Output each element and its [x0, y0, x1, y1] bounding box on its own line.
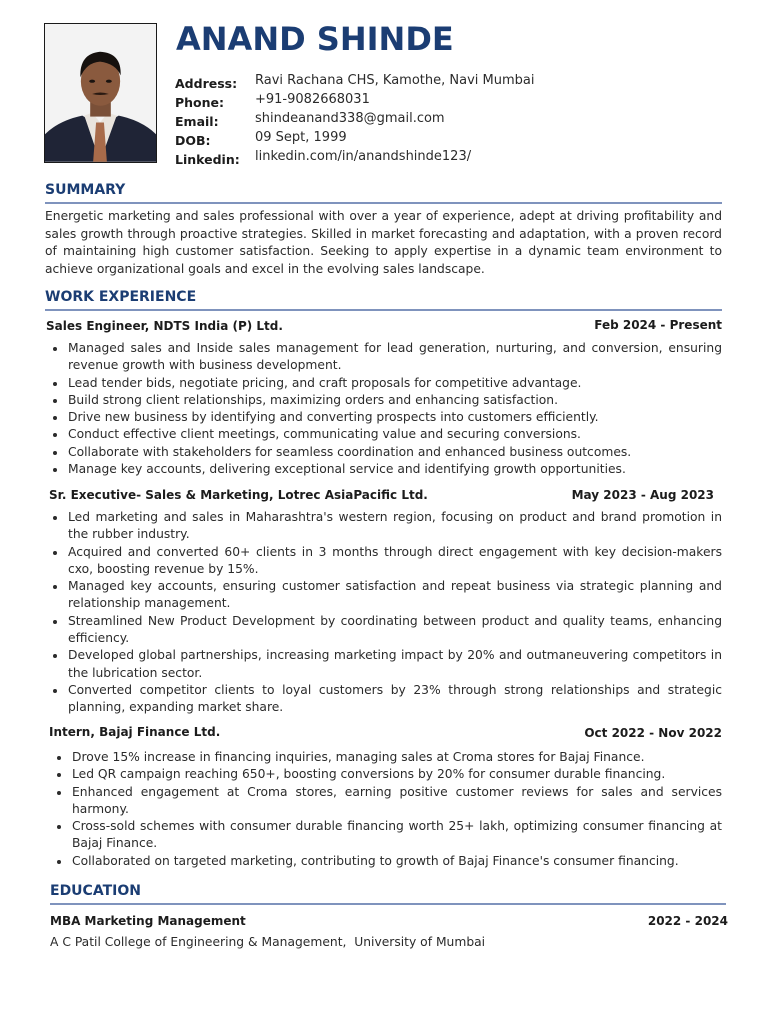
list-item: Led marketing and sales in Maharashtra's western region, focusing on product and brand promotion in the rubber industry.	[46, 509, 722, 544]
education-school: A C Patil College of Engineering & Management, University of Mumbai	[50, 935, 486, 949]
job-bullets	[46, 509, 722, 717]
education-heading: EDUCATION	[50, 883, 141, 899]
contact-label: Email:	[175, 114, 219, 129]
address-value: Ravi Rachana CHS, Kamothe, Navi Mumbai	[255, 73, 535, 88]
list-item: Cross-sold schemes with consumer durable financing worth 25+ lakh, optimizing consumer financing at Bajaj Finance.	[50, 818, 722, 853]
education-date: 2022 - 2024	[647, 914, 728, 928]
list-item: Lead tender bids, negotiate pricing, and craft proposals for competitive advantage.	[46, 375, 722, 392]
work-experience-heading: WORK EXPERIENCE	[45, 289, 197, 305]
section-divider	[50, 903, 726, 905]
section-divider	[45, 309, 722, 311]
list-item: Collaborate with stakeholders for seamless coordination and enhanced business outcomes.	[46, 444, 722, 461]
job-title: Sr. Executive- Sales & Marketing, Lotrec AsiaPacific Ltd.	[49, 488, 428, 502]
contact-label: Linkedin:	[175, 152, 240, 167]
section-divider	[45, 202, 722, 204]
list-item: Drive new business by identifying and converting prospects into customers efficiently.	[46, 409, 722, 426]
list-item: Collaborated on targeted marketing, contributing to growth of Bajaj Finance's consumer financing.	[50, 853, 722, 870]
job-date: Feb 2024 - Present	[594, 318, 722, 332]
list-item: Developed global partnerships, increasing marketing impact by 20% and outmaneuvering competitors in the lubrication sector.	[46, 647, 722, 682]
list-item: Managed key accounts, ensuring customer satisfaction and repeat business via strategic planning and relationship management.	[46, 578, 722, 613]
job-title: Sales Engineer, NDTS India (P) Ltd.	[46, 319, 283, 333]
list-item: Led QR campaign reaching 650+, boosting conversions by 20% for consumer durable financing.	[50, 766, 722, 783]
email-value: shindeanand338@gmail.com	[255, 111, 445, 126]
list-item: Managed sales and Inside sales management for lead generation, nurturing, and conversion, ensuring revenue growth with business development.	[46, 340, 722, 375]
job-bullets	[50, 749, 722, 870]
job-bullets	[46, 340, 722, 478]
summary-text: Energetic marketing and sales professional with over a year of experience, adept at driving profitability and sales growth through proactive strategies. Skilled in market forecasting and adaptation, with a proven record of maintaining high customer satisfaction. Seeking to apply expertise in a dynamic team environment to achieve organizational goals and excel in the evolving sales landscape.	[45, 209, 722, 276]
list-item: Conduct effective client meetings, communicating value and securing conversions.	[46, 426, 722, 443]
list-item: Acquired and converted 60+ clients in 3 months through direct engagement with key decision-makers cxo, boosting revenue by 15%.	[46, 544, 722, 579]
linkedin-value: linkedin.com/in/anandshinde123/	[255, 149, 472, 164]
contact-label: DOB:	[175, 133, 211, 148]
job-date: May 2023 - Aug 2023	[571, 488, 714, 502]
list-item: Drove 15% increase in financing inquiries, managing sales at Croma stores for Bajaj Finance.	[50, 749, 722, 766]
contact-label: Address:	[175, 76, 238, 91]
list-item: Manage key accounts, delivering exceptional service and identifying growth opportunities.	[46, 461, 722, 478]
list-item: Enhanced engagement at Croma stores, earning positive customer reviews for sales and services harmony.	[50, 784, 722, 819]
candidate-name: ANAND SHINDE	[176, 20, 454, 58]
education-degree: MBA Marketing Management	[50, 914, 246, 928]
list-item: Converted competitor clients to loyal customers by 23% through strong relationships and strategic planning, expanding market share.	[46, 682, 722, 717]
job-date: Oct 2022 - Nov 2022	[584, 726, 722, 740]
list-item: Streamlined New Product Development by coordinating between product and quality teams, enhancing efficiency.	[46, 613, 722, 648]
job-title: Intern, Bajaj Finance Ltd.	[49, 725, 221, 739]
summary-heading: SUMMARY	[45, 182, 126, 198]
phone-value: +91-9082668031	[255, 92, 370, 107]
dob-value: 09 Sept, 1999	[255, 130, 347, 145]
profile-photo	[44, 23, 157, 163]
contact-label: Phone:	[175, 95, 225, 110]
list-item: Build strong client relationships, maximizing orders and enhancing satisfaction.	[46, 392, 722, 409]
